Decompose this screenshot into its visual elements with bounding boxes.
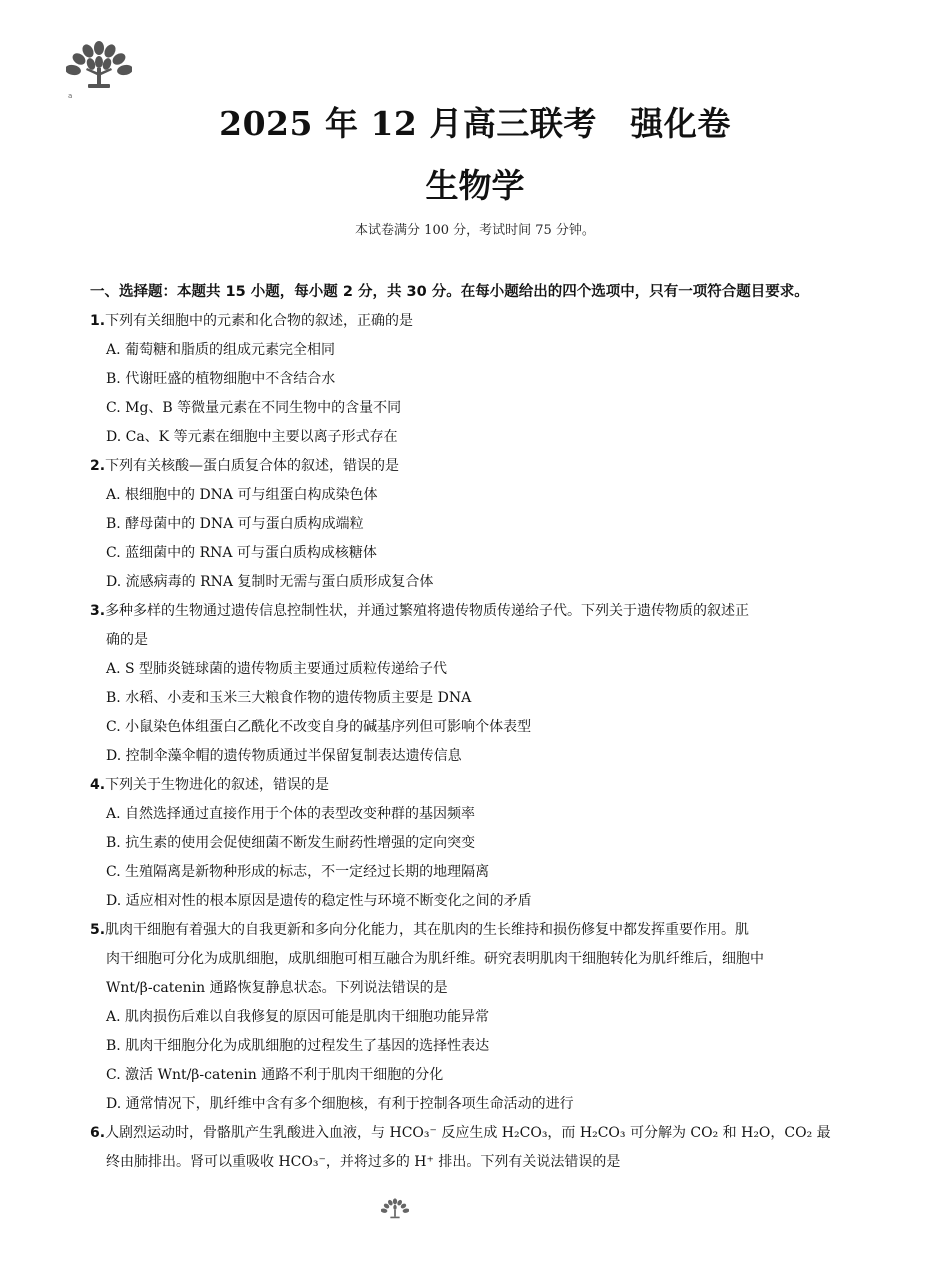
question-6 — [90, 1119, 862, 1177]
subject-title: 生物学 — [425, 166, 525, 205]
option-a: A. 根细胞中的 DNA 可与组蛋白构成染色体 — [106, 487, 378, 503]
question-stem-continued: 终由肺排出。肾可以重吸收 HCO₃⁻，并将过多的 H⁺ 排出。下列有关说法错误的是 — [106, 1154, 621, 1170]
tree-logo — [66, 40, 132, 92]
option-c: C. 生殖隔离是新物种形成的标志，不一定经过长期的地理隔离 — [106, 864, 490, 880]
option-a: A. 葡萄糖和脂质的组成元素完全相同 — [106, 342, 336, 358]
question-number: 2. — [90, 458, 106, 474]
option-d: D. 控制伞藻伞帽的遗传物质通过半保留复制表达遗传信息 — [106, 748, 462, 764]
question-number: 5. — [90, 922, 106, 938]
question-content — [90, 278, 862, 1177]
section-heading: 一、选择题：本题共 15 小题，每小题 2 分，共 30 分。在每小题给出的四个选项中，只有一项符合题目要求。 — [90, 284, 809, 300]
option-b: B. 抗生素的使用会促使细菌不断发生耐药性增强的定向突变 — [106, 835, 476, 851]
option-d: D. 流感病毒的 RNA 复制时无需与蛋白质形成复合体 — [106, 574, 434, 590]
option-c: C. 蓝细菌中的 RNA 可与蛋白质构成核糖体 — [106, 545, 377, 561]
option-b: B. 肌肉干细胞分化为成肌细胞的过程发生了基因的选择性表达 — [106, 1038, 490, 1054]
question-4 — [90, 771, 862, 916]
question-stem: 多种多样的生物通过遗传信息控制性状，并通过繁殖将遗传物质传递给子代。下列关于遗传物质的叙述正 — [105, 603, 750, 619]
option-b: B. 代谢旺盛的植物细胞中不含结合水 — [106, 371, 336, 387]
question-5 — [90, 916, 862, 1119]
option-c: C. 小鼠染色体组蛋白乙酰化不改变自身的碱基序列但可影响个体表型 — [106, 719, 532, 735]
question-stem: 下列关于生物进化的叙述，错误的是 — [105, 777, 330, 793]
option-a: A. 自然选择通过直接作用于个体的表型改变种群的基因频率 — [106, 806, 476, 822]
question-stem: 肌肉干细胞有着强大的自我更新和多向分化能力，其在肌肉的生长维持和损伤修复中都发挥重要作用。肌 — [105, 922, 750, 938]
option-d: D. Ca、K 等元素在细胞中主要以离子形式存在 — [106, 429, 398, 445]
question-number: 4. — [90, 777, 106, 793]
option-d: D. 通常情况下，肌纤维中含有多个细胞核，有利于控制各项生命活动的进行 — [106, 1096, 574, 1112]
exam-info: 本试卷满分 100 分，考试时间 75 分钟。 — [355, 223, 595, 238]
question-number: 1. — [90, 313, 106, 329]
option-a: A. S 型肺炎链球菌的遗传物质主要通过质粒传递给子代 — [106, 661, 448, 677]
exam-title: 2025 年 12 月高三联考 强化卷 — [219, 104, 731, 143]
question-number: 6. — [90, 1125, 106, 1141]
corner-mark: a — [68, 92, 73, 100]
option-b: B. 酵母菌中的 DNA 可与蛋白质构成端粒 — [106, 516, 364, 532]
question-stem: 人剧烈运动时，骨骼肌产生乳酸进入血液，与 HCO₃⁻ 反应生成 H₂CO₃，而 H₂CO₃ 可分解为 CO₂ 和 H₂O，CO₂ 最 — [105, 1125, 831, 1141]
question-stem-continued: 肉干细胞可分化为成肌细胞，成肌细胞可相互融合为肌纤维。研究表明肌肉干细胞转化为肌纤维后，细胞中 — [106, 951, 764, 967]
option-c: C. 激活 Wnt/β-catenin 通路不利于肌肉干细胞的分化 — [106, 1067, 444, 1083]
question-stem: 下列有关细胞中的元素和化合物的叙述，正确的是 — [105, 313, 414, 329]
option-a: A. 肌肉损伤后难以自我修复的原因可能是肌肉干细胞功能异常 — [106, 1009, 490, 1025]
footer-tree-logo — [381, 1198, 409, 1220]
option-d: D. 适应相对性的根本原因是遗传的稳定性与环境不断变化之间的矛盾 — [106, 893, 532, 909]
option-c: C. Mg、B 等微量元素在不同生物中的含量不同 — [106, 400, 402, 416]
question-2 — [90, 452, 862, 597]
question-1 — [90, 307, 862, 452]
question-number: 3. — [90, 603, 106, 619]
question-stem-continued: 确的是 — [106, 632, 148, 648]
question-stem-continued: Wnt/β-catenin 通路恢复静息状态。下列说法错误的是 — [106, 980, 448, 996]
option-b: B. 水稻、小麦和玉米三大粮食作物的遗传物质主要是 DNA — [106, 690, 472, 706]
question-3 — [90, 597, 862, 771]
question-stem: 下列有关核酸—蛋白质复合体的叙述，错误的是 — [105, 458, 400, 474]
